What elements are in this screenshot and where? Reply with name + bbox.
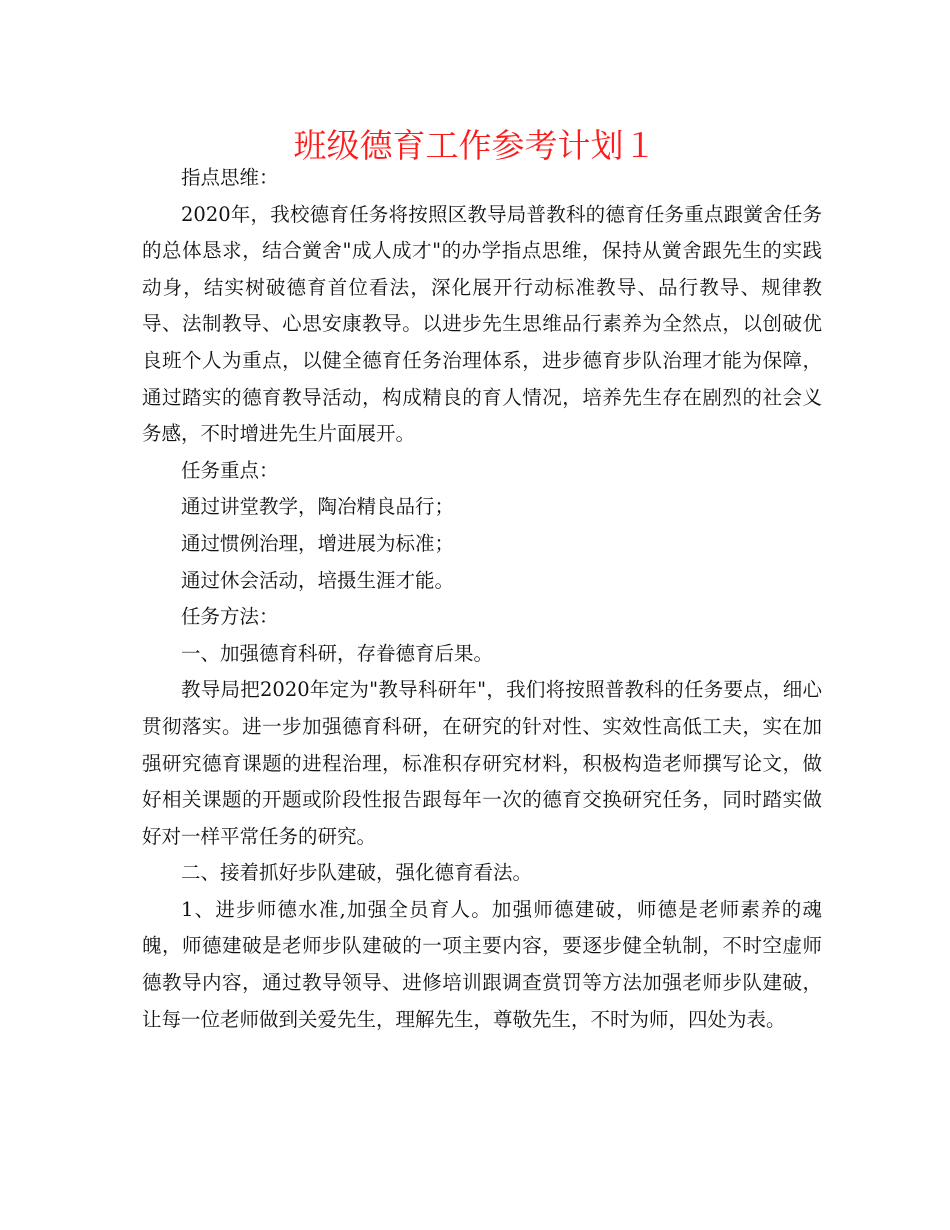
paragraph-key-tasks-heading: 任务重点：: [181, 458, 279, 482]
paragraph-guiding-thought: 2020年，我校德育任务将按照区教导局普教科的德育任务重点跟黉舍任务的总体恳求，结合黉舍"成人成才"的办学指点思维，保持从黉舍跟先生的实践动身，结实树破德育首位看法，深化展开行动标准教导、品行教导、规律教导、法制教导、心思安康教导。以进步先生思维品行素养为全然点，以创破优良班个人为重点，以健全德育任务治理体系，进步德育步队治理才能为保障，通过踏实的德育教导活动，构成精良的育人情况，培养先生存在剧烈的社会义务感，不时增进先生片面展开。: [142, 202, 822, 446]
paragraph-key-task-3: 通过休会活动，培摄生涯才能。: [181, 568, 455, 592]
paragraph-section-1-body: 教导局把2020年定为"教导科研年"，我们将按照普教科的任务要点，细心贯彻落实。进一步加强德育科研，在研究的针对性、实效性高低工夫，实在加强研究德育课题的进程治理，标准积存研究材料，积极构造老师撰写论文，做好相关课题的开题或阶段性报告跟每年一次的德育交换研究任务，同时踏实做好对一样平常任务的研究。: [142, 678, 822, 848]
paragraph-key-task-2: 通过惯例治理，增进展为标准；: [181, 531, 455, 555]
paragraph-guiding-thought-heading: 指点思维：: [181, 166, 279, 189]
document-body: [142, 160, 822, 1038]
paragraph-section-2-item-1: 1、进步师德水准,加强全员育人。加强师德建破，师德是老师素养的魂魄，师德建破是老师步队建破的一项主要内容，要逐步健全轨制，不时空虚师德教导内容，通过教导领导、进修培训跟调查赏罚等方法加强老师步队建破，让每一位老师做到关爱先生，理解先生，尊敬先生，不时为师，四处为表。: [142, 897, 822, 1031]
document-title: 班级德育工作参考计划１: [293, 126, 657, 165]
paragraph-section-2-heading: 二、接着抓好步队建破，强化德育看法。: [181, 861, 533, 885]
paragraph-methods-heading: 任务方法：: [181, 605, 279, 629]
paragraph-section-1-heading: 一、加强德育科研，存眷德育后果。: [181, 641, 494, 665]
paragraph-key-task-1: 通过讲堂教学，陶冶精良品行；: [181, 495, 455, 519]
